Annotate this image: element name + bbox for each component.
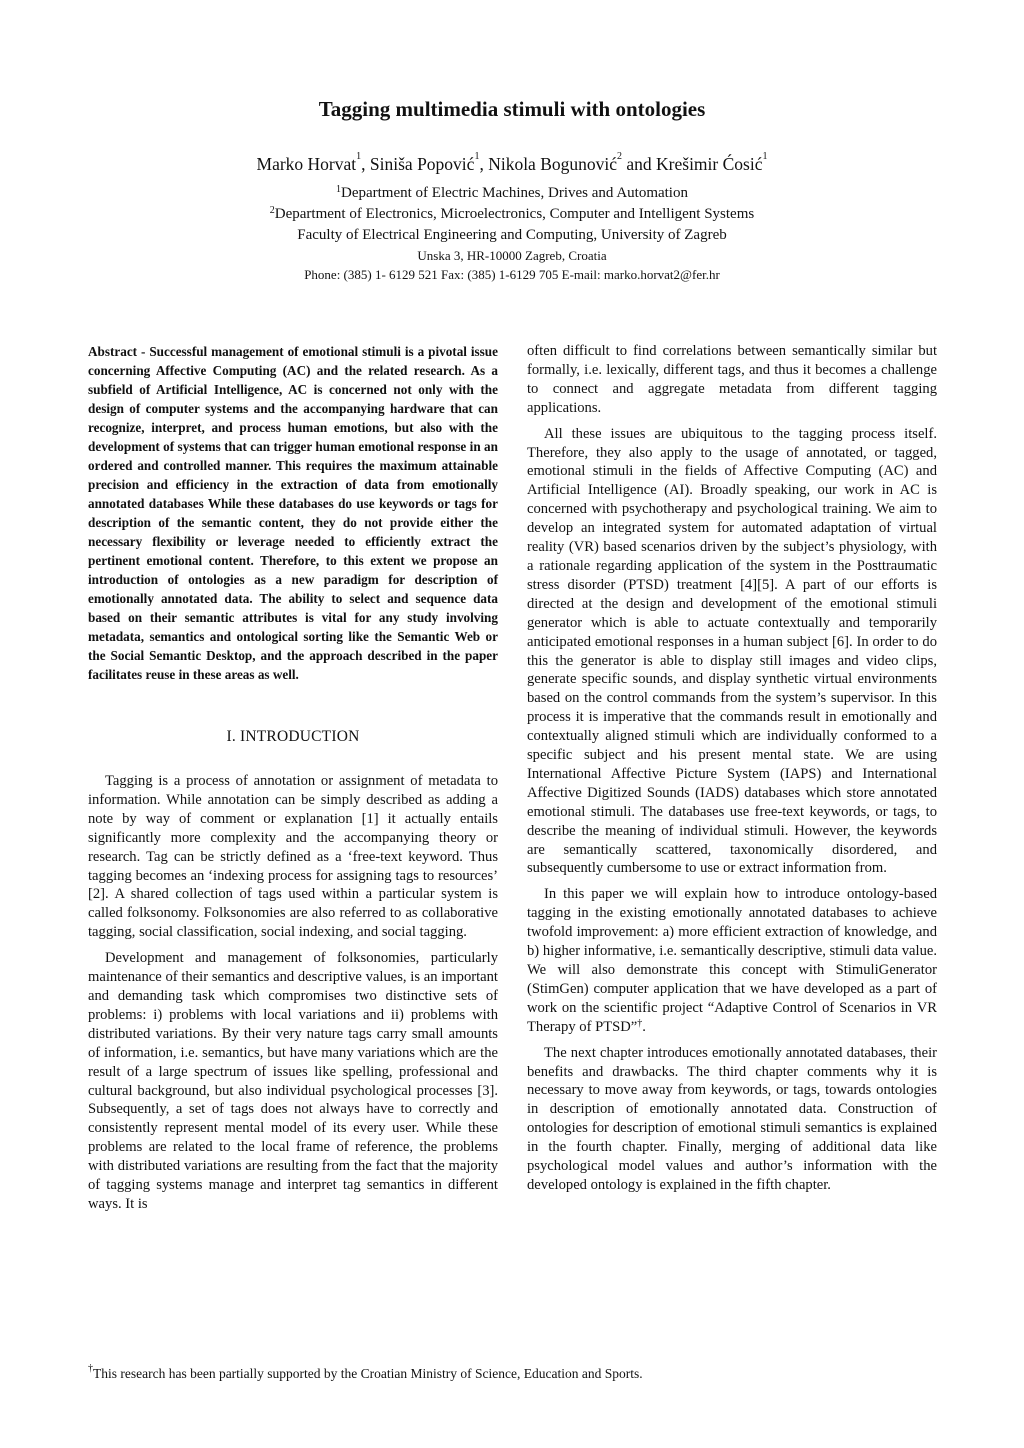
- author-affiliation-mark: 1: [762, 151, 768, 162]
- author-name: Marko Horvat: [256, 154, 357, 174]
- paragraph-continuation: often difficult to find correlations between semantically similar but formally, i.e. lexically, different tags, and thus it becomes a challenge to connect and aggregate metadata from different tagging applications.: [527, 343, 937, 416]
- affiliation-faculty: Faculty of Electrical Engineering and Computing, University of Zagreb: [297, 227, 727, 243]
- affiliation-text: Department of Electric Machines, Drives and Automation: [341, 185, 688, 201]
- affiliation-text: Department of Electronics, Microelectronics, Computer and Intelligent Systems: [274, 206, 755, 222]
- paragraph: Development and management of folksonomies, particularly maintenance of their semantics and descriptive values, is an important and demanding task which compromises two distinctive sets of problems: i) problems with local variations and ii) problems with distributed variations. By their very nature tags carry small amounts of information, i.e. semantics, but have many variations which are the result of a large spectrum of issues like spelling, professional and cultural background, but also individual psychological processes [3]. Subsequently, a set of tags does not always have to correctly and consistently represent mental model of its every user. While these problems are related to the local frame of reference, the problems with distributed variations are resulting from the fact that the majority of tagging systems manage and interpret tag semantics in different ways. It is: [88, 950, 498, 1212]
- author-affiliation-mark: 1: [474, 151, 480, 162]
- affiliation-address: Unska 3, HR-10000 Zagreb, Croatia: [417, 248, 607, 263]
- author-affiliation-mark: 2: [617, 151, 622, 162]
- author-name: Siniša Popović: [369, 154, 475, 174]
- author-separator: and: [622, 154, 657, 174]
- author-name: Krešimir Ćosić: [656, 154, 763, 174]
- paragraph: All these issues are ubiquitous to the tagging process itself. Therefore, they also apply to the usage of annotated, or tagged, emotional stimuli in the fields of Affective Computing (AC) and Artificial Intelligence (AI). Broadly speaking, our work in AC is concerned with psychotherapy and psychological training. We aim to develop an integrated system for automated adaptation of virtual reality (VR) based scenarios driven by the subject’s physiology, with a rationale regarding application of the system in the Posttraumatic stress disorder (PTSD) treatment [4][5]. A part of our efforts is directed at the design and development of the emotional stimuli generator which is able to actuate contextually and temporarily anticipated emotional responses in a human subject [6]. In order to do this the generator is able to display still images and video clips, generate specific sounds, and display synthetic virtual environments based on the control commands from the system’s supervisor. In this process it is imperative that the commands result in emotionally and contextually aligned stimuli which are individually conformed to a specific subject and his present mental state. We are using International Affective Picture System (IAPS) and International Affective Digitized Sounds (IADS) databases which store annotated emotional stimuli. The databases use free-text keywords, or tags, to describe the meaning of individual stimuli. However, the keywords are semantically scattered, taxonomically disordered, and subsequently cumbersome to use or extract information from.: [527, 425, 937, 877]
- footnote-mark: †: [637, 1017, 643, 1029]
- paragraph: Tagging is a process of annotation or assignment of metadata to information. While annotation can be simply described as adding a note by way of comment or explanation [1] it actually entails significantly more complexity and the accompanying theory or research. Tag can be strictly defined as a ‘free-text keyword. Thus tagging becomes an ‘indexing process for assigning tags to resources’ [2]. A shared collection of tags used within a particular system is called folksonomy. Folksonomies are also referred to as collaborative tagging, social classification, social indexing, and social tagging.: [88, 773, 498, 941]
- author-affiliation-mark: 1: [356, 151, 362, 162]
- paragraph-text: In this paper we will explain how to introduce ontology-based tagging in the existing emotionally annotated databases to achieve twofold improvement: a) more efficient extraction of knowledge, and b) higher informative, i.e. semantically descriptive, stimuli data value. We will also demonstrate this concept with StimuliGenerator (StimGen) computer application that we have developed as a part of work on the scientific project “Adaptive Control of Scenarios in VR Therapy of PTSD”: [527, 886, 937, 1035]
- abstract: Abstract - Successful management of emotional stimuli is a pivotal issue concerning Affective Computing (AC) and the related research. As a subfield of Artificial Intelligence, AC is concerned not only with the design of computer systems and the accompanying hardware that can recognize, interpret, and process human emotions, but also with the development of systems that can trigger human emotional response in an ordered and controlled manner. This requires the maximum attainable precision and efficiency in the extraction of data from emotionally annotated databases While these databases do use keywords or tags for description of the semantic content, they do not provide either the necessary flexibility or leverage needed to efficiently extract the pertinent emotional content. Therefore, to this extent we propose an introduction of ontologies as a new paradigm for description of emotionally annotated data. The ability to select and sequence data based on their semantic attributes is vital for any study involving metadata, semantics and ontological sorting like the Semantic Web or the Social Semantic Desktop, and the approach described in the paper facilitates reuse in these areas as well.: [88, 344, 498, 682]
- affiliation-1: [0, 183, 1024, 203]
- paper-title: Tagging multimedia stimuli with ontologies: [318, 97, 706, 121]
- affiliation-mark: 2: [269, 205, 275, 216]
- author-separator: ,: [479, 154, 489, 174]
- contact-line: Phone: (385) 1- 6129 521 Fax: (385) 1-6129 705 E-mail: marko.horvat2@fer.hr: [304, 267, 720, 282]
- footnote: [88, 1363, 948, 1382]
- section-heading-introduction: I. INTRODUCTION: [226, 728, 360, 745]
- affiliation-2: [0, 204, 1024, 224]
- right-column: [527, 342, 937, 1202]
- left-column: [88, 342, 498, 1221]
- footnote-text: This research has been partially supported by the Croatian Ministry of Science, Education and Sports.: [93, 1366, 643, 1381]
- affiliation-mark: 1: [336, 184, 341, 195]
- author-list: [0, 151, 1024, 175]
- author-separator: ,: [361, 154, 370, 174]
- author-name: Nikola Bogunović: [488, 154, 617, 174]
- footnote-mark: †: [88, 1363, 93, 1374]
- paragraph: The next chapter introduces emotionally annotated databases, their benefits and drawbacks. The third chapter comments why it is necessary to move away from keywords, or tags, towards ontologies in description of emotionally annotated data. Construction of ontologies for description of emotional stimuli semantics is explained in the fourth chapter. Finally, merging of additional data like psychological model values and author’s information with the developed ontology is explained in the fifth chapter.: [527, 1044, 937, 1193]
- paragraph: In this paper we will explain how to introduce ontology-based tagging in the existing emotionally annotated databases to achieve twofold improvement: a) more efficient extraction of knowledge, and b) higher informative, i.e. semantically descriptive, stimuli data value. We will also demonstrate this concept with StimuliGenerator (StimGen) computer application that we have developed as a part of work on the scientific project “Adaptive Control of Scenarios in VR Therapy of PTSD”†.: [527, 886, 937, 1035]
